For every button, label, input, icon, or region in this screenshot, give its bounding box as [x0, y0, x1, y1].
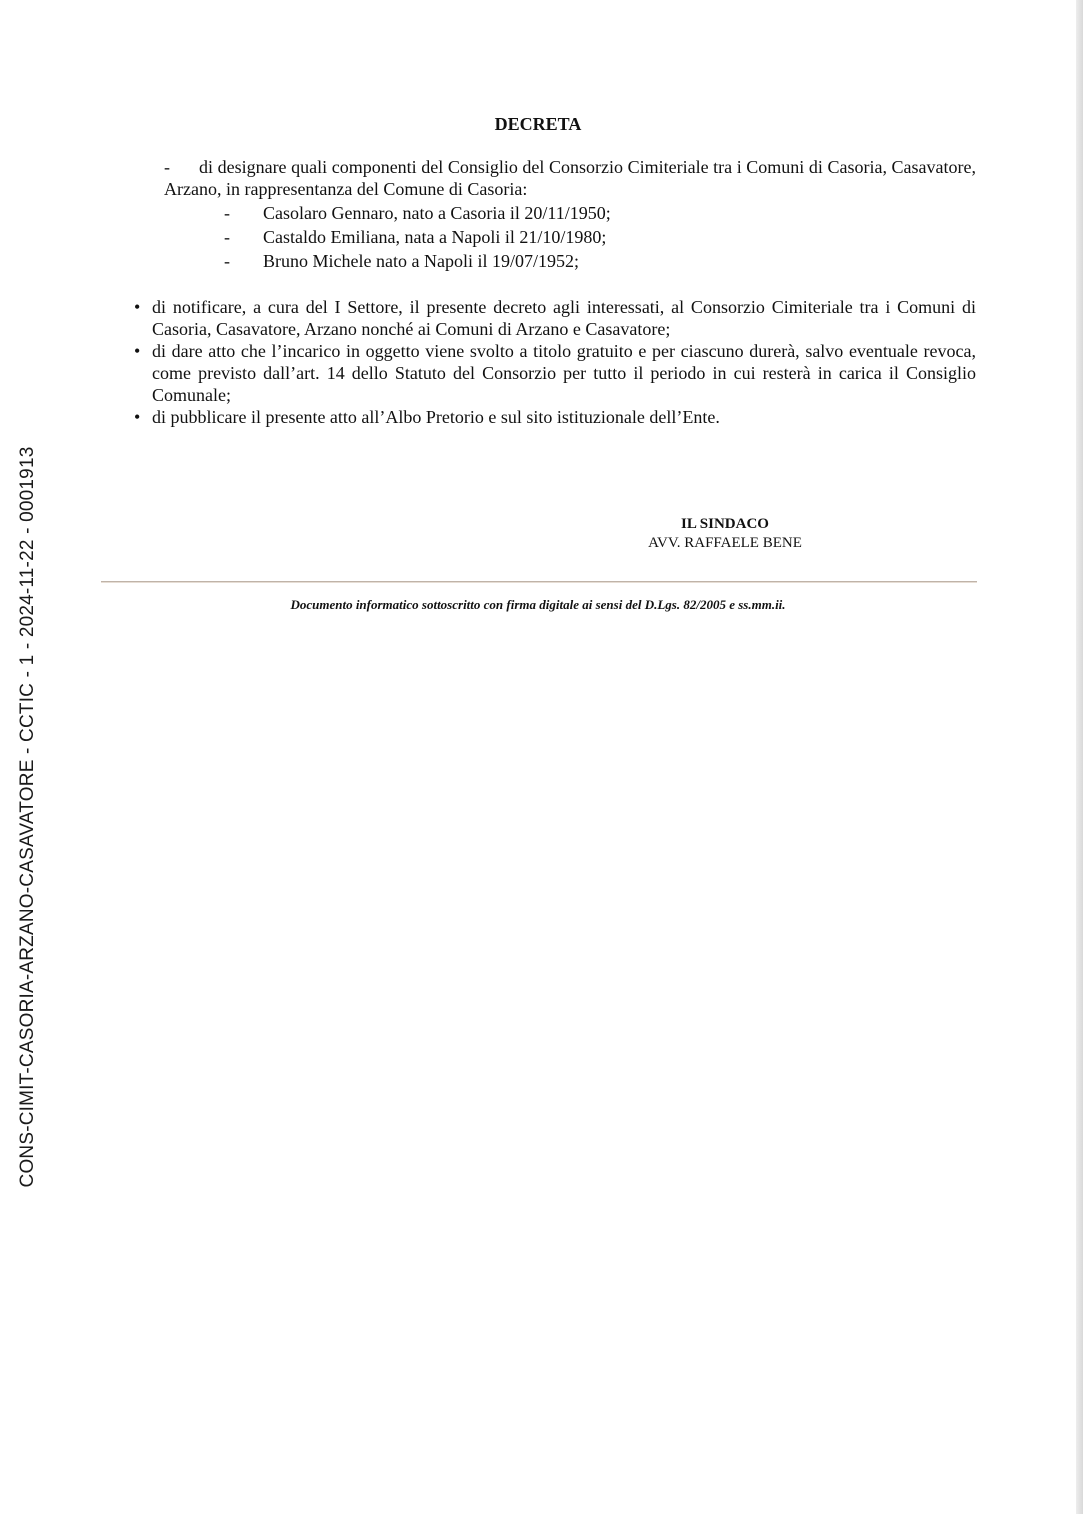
- member-text: Casolaro Gennaro, nato a Casoria il 20/11/1950;: [263, 203, 611, 223]
- page-edge-shadow: [1076, 0, 1083, 1514]
- designation-paragraph: [164, 156, 976, 200]
- bullet-item-gratuitous: [134, 340, 976, 406]
- footer-divider: [101, 581, 977, 583]
- bullet-dot: •: [134, 341, 141, 361]
- digital-signature-note: Documento informatico sottoscritto con firma digitale ai sensi del D.Lgs. 82/2005 e ss.mm.ii.: [290, 597, 786, 612]
- bullet-text: di dare atto che l’incarico in oggetto viene svolto a titolo gratuito e per ciascuno durerà, salvo eventuale revoca, come previsto dall’art. 14 dello Statuto del Consorzio per tutto il periodo in cui resterà in carica il Consiglio Comunale;: [152, 341, 976, 405]
- member-item: [164, 226, 976, 248]
- member-dash: -: [224, 203, 230, 223]
- designation-text: di designare quali componenti del Consiglio del Consorzio Cimiteriale tra i Comuni di Casoria, Casavatore, Arzano, in rappresentanza del Comune di Casoria:: [164, 157, 976, 199]
- member-list: [164, 202, 976, 272]
- designation-dash: -: [164, 157, 170, 177]
- member-dash: -: [224, 227, 230, 247]
- member-dash: -: [224, 251, 230, 271]
- bullet-dot: •: [134, 407, 141, 427]
- decree-title: DECRETA: [494, 114, 582, 134]
- bullet-item-publish: [134, 406, 976, 428]
- designation-section: [164, 156, 976, 274]
- signature-block: [600, 515, 850, 553]
- bullet-item-notify: [134, 296, 976, 340]
- bullet-text: di notificare, a cura del I Settore, il presente decreto agli interessati, al Consorzio Cimiteriale tra i Comuni di Casoria, Casavatore, Arzano nonché ai Comuni di Arzano e Casavatore;: [152, 297, 976, 339]
- signatory-name: AVV. RAFFAELE BENE: [648, 535, 802, 551]
- member-item: [164, 202, 976, 224]
- member-text: Castaldo Emiliana, nata a Napoli il 21/10/1980;: [263, 227, 607, 247]
- signatory-role: IL SINDACO: [681, 516, 769, 532]
- member-text: Bruno Michele nato a Napoli il 19/07/1952;: [263, 251, 579, 271]
- protocol-stamp: CONS-CIMIT-CASORIA-ARZANO-CASAVATORE - CCTIC - 1 - 2024-11-22 - 0001913: [17, 446, 38, 1188]
- member-item: [164, 250, 976, 272]
- bullet-dot: •: [134, 297, 141, 317]
- bullet-text: di pubblicare il presente atto all’Albo Pretorio e sul sito istituzionale dell’Ente.: [152, 407, 720, 427]
- decree-bullet-list: [134, 296, 976, 428]
